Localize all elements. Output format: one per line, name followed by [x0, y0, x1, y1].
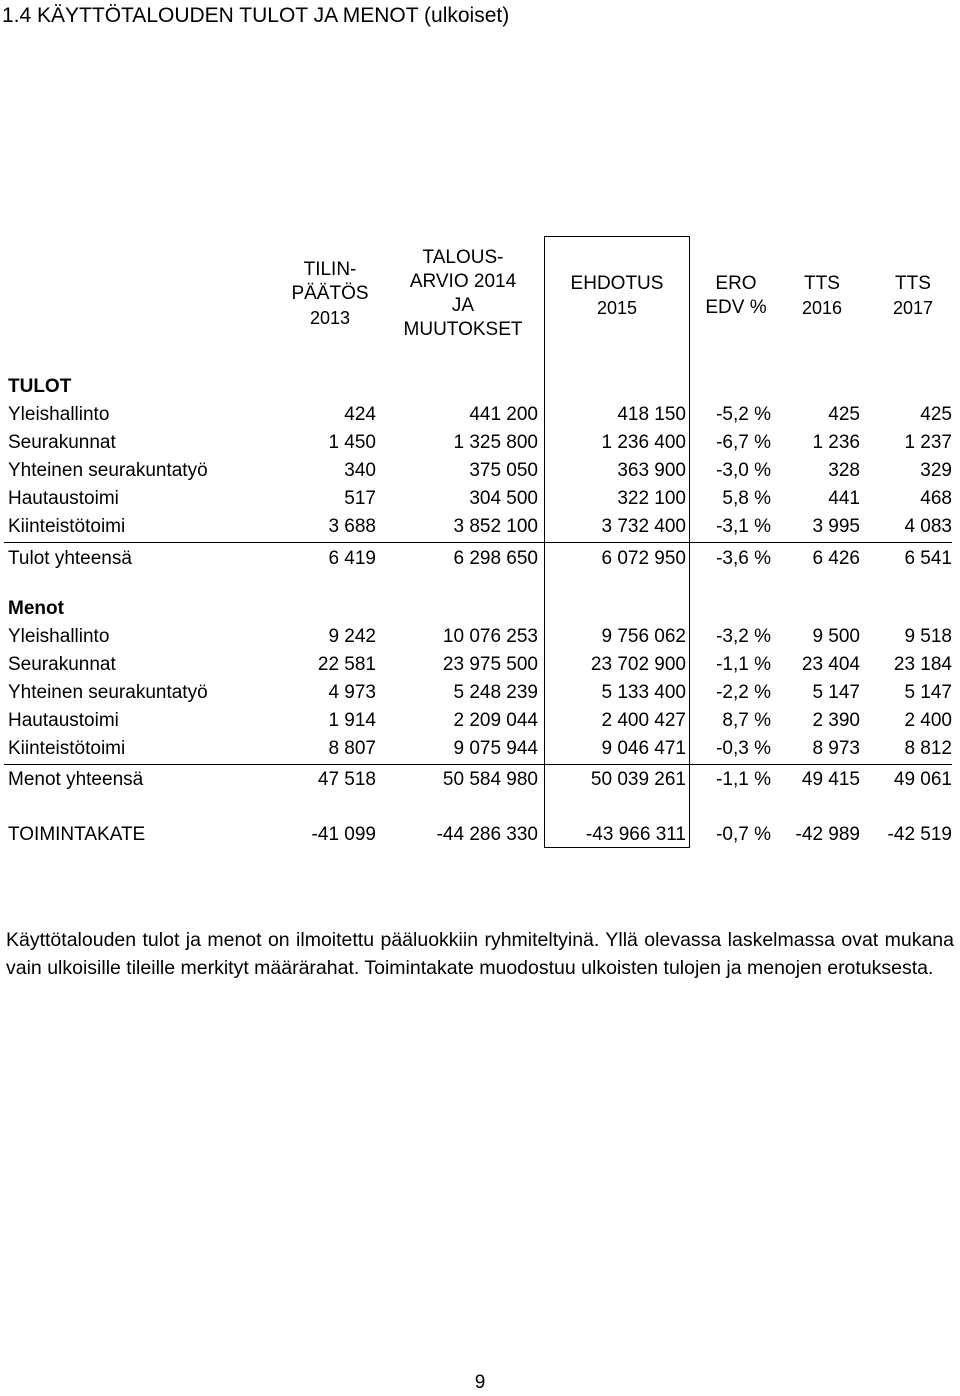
header-line: ERO — [715, 273, 757, 294]
header-talousarvio — [388, 246, 538, 342]
cell: 6 541 — [904, 548, 952, 569]
cell: 5 133 400 — [601, 682, 686, 703]
cell: 1 236 400 — [601, 432, 686, 453]
cell: 4 973 — [328, 682, 376, 703]
header-line: EHDOTUS — [570, 273, 664, 294]
cell: 10 076 253 — [442, 626, 538, 647]
table-row — [0, 736, 960, 762]
cell: -42 519 — [887, 824, 952, 845]
cell: 8 812 — [904, 738, 952, 759]
cell: 9 756 062 — [601, 626, 686, 647]
cell: 9 046 471 — [601, 738, 686, 759]
cell: 418 150 — [617, 404, 686, 425]
cell: 3 688 — [328, 516, 376, 537]
cell: -3,2 % — [716, 626, 771, 647]
section-heading-menot — [0, 596, 960, 622]
table-row — [0, 402, 960, 428]
section-heading: Menot — [8, 598, 64, 619]
row-label: Yhteinen seurakuntatyö — [8, 682, 208, 703]
cell: 9 242 — [328, 626, 376, 647]
cell: -43 966 311 — [585, 824, 686, 845]
row-label: TOIMINTAKATE — [8, 824, 146, 845]
header-line: 2015 — [596, 298, 638, 318]
cell: 1 914 — [328, 710, 376, 731]
cell: 3 732 400 — [601, 516, 686, 537]
header-tts2017 — [870, 272, 956, 320]
cell: 6 419 — [328, 548, 376, 569]
header-line: TTS — [804, 273, 840, 294]
cell: -5,2 % — [716, 404, 771, 425]
cell: 6 298 650 — [453, 548, 538, 569]
cell: -42 989 — [795, 824, 860, 845]
cell: 49 061 — [893, 769, 952, 790]
cell: -3,0 % — [716, 460, 771, 481]
cell: 5 248 239 — [453, 682, 538, 703]
cell: 9 518 — [904, 626, 952, 647]
row-label: Kiinteistötoimi — [8, 516, 126, 537]
section-heading-tulot — [0, 374, 960, 400]
table-row — [0, 430, 960, 456]
cell: 5 147 — [812, 682, 860, 703]
cell: 1 325 800 — [453, 432, 538, 453]
cell: 8 807 — [328, 738, 376, 759]
cell: 9 075 944 — [453, 738, 538, 759]
header-line: TTS — [895, 273, 931, 294]
row-label: Tulot yhteensä — [8, 548, 132, 569]
cell: 23 975 500 — [442, 654, 538, 675]
cell: 6 072 950 — [601, 548, 686, 569]
header-line: EDV % — [705, 297, 767, 318]
header-line: MUUTOKSET — [403, 319, 523, 340]
row-label: Hautaustoimi — [8, 710, 119, 731]
cell: 5,8 % — [722, 488, 771, 509]
cell: -2,2 % — [716, 682, 771, 703]
cell: 22 581 — [317, 654, 376, 675]
table-row — [0, 624, 960, 650]
table-row — [0, 680, 960, 706]
header-line: 2017 — [892, 298, 934, 318]
cell: 322 100 — [617, 488, 686, 509]
header-line: 2016 — [801, 298, 843, 318]
row-label: Hautaustoimi — [8, 488, 119, 509]
header-line: TALOUS- — [422, 247, 504, 268]
cell: 468 — [920, 488, 952, 509]
cell: -1,1 % — [716, 769, 771, 790]
cell: -3,6 % — [716, 548, 771, 569]
table-row — [0, 486, 960, 512]
cell: 23 702 900 — [590, 654, 686, 675]
table-row — [0, 652, 960, 678]
cell: 6 426 — [812, 548, 860, 569]
cell: 329 — [920, 460, 952, 481]
section-heading: TULOT — [8, 376, 72, 397]
cell: 50 039 261 — [590, 769, 686, 790]
cell: -6,7 % — [716, 432, 771, 453]
cell: 1 236 — [812, 432, 860, 453]
cell: 2 400 427 — [601, 710, 686, 731]
header-line: TILIN- — [303, 259, 357, 280]
row-label: Kiinteistötoimi — [8, 738, 126, 759]
cell: 441 200 — [469, 404, 538, 425]
row-label: Menot yhteensä — [8, 769, 144, 790]
table-row — [0, 458, 960, 484]
cell: 328 — [828, 460, 860, 481]
cell: 50 584 980 — [442, 769, 538, 790]
cell: 8 973 — [812, 738, 860, 759]
row-label: Seurakunnat — [8, 432, 116, 453]
cell: 517 — [344, 488, 376, 509]
cell: -0,3 % — [716, 738, 771, 759]
header-ero — [694, 272, 778, 320]
cell: 4 083 — [904, 516, 952, 537]
divider — [4, 542, 952, 543]
header-line: 2013 — [309, 308, 351, 328]
cell: 23 184 — [893, 654, 952, 675]
divider — [4, 764, 952, 765]
table-row — [0, 514, 960, 540]
row-label: Yleishallinto — [8, 626, 110, 647]
cell: 425 — [920, 404, 952, 425]
page-number: 9 — [474, 1372, 486, 1393]
cell: -3,1 % — [716, 516, 771, 537]
header-tilinpaatos — [272, 258, 388, 330]
cell: 340 — [344, 460, 376, 481]
row-label: Yhteinen seurakuntatyö — [8, 460, 208, 481]
cell: -1,1 % — [716, 654, 771, 675]
cell: 1 237 — [904, 432, 952, 453]
cell: 375 050 — [469, 460, 538, 481]
cell: -0,7 % — [716, 824, 771, 845]
cell: 3 852 100 — [453, 516, 538, 537]
explanation-paragraph: Käyttötalouden tulot ja menot on ilmoitettu pääluokkiin ryhmiteltyinä. Yllä olevassa laskelmassa ovat mukana vain ulkoisille tileille merkityt määrärahat. Toimintakate muodostuu ulkoisten tulojen ja menojen erotuksesta. — [6, 929, 954, 979]
cell: 8,7 % — [722, 710, 771, 731]
cell: 304 500 — [469, 488, 538, 509]
page-title: 1.4 KÄYTTÖTALOUDEN TULOT JA MENOT (ulkoiset) — [2, 4, 510, 27]
cell: 2 390 — [812, 710, 860, 731]
cell: 1 450 — [328, 432, 376, 453]
row-label: Seurakunnat — [8, 654, 116, 675]
cell: -41 099 — [311, 824, 376, 845]
cell: 49 415 — [801, 769, 860, 790]
cell: 425 — [828, 404, 860, 425]
table-row — [0, 708, 960, 734]
cell: 9 500 — [812, 626, 860, 647]
cell: 2 209 044 — [453, 710, 538, 731]
cell: 5 147 — [904, 682, 952, 703]
cell: 441 — [828, 488, 860, 509]
cell: 424 — [344, 404, 376, 425]
cell: 3 995 — [812, 516, 860, 537]
header-line: ARVIO 2014 — [409, 271, 517, 292]
table-row-total — [0, 546, 960, 572]
cell: 363 900 — [617, 460, 686, 481]
cell: 2 400 — [904, 710, 952, 731]
header-tts2016 — [780, 272, 864, 320]
cell: -44 286 330 — [436, 824, 538, 845]
header-line: JA — [451, 295, 475, 316]
table-row-total — [0, 767, 960, 793]
divider — [544, 847, 690, 848]
table-row-toimintakate — [0, 822, 960, 848]
cell: 47 518 — [317, 769, 376, 790]
cell: 23 404 — [801, 654, 860, 675]
header-line: PÄÄTÖS — [291, 283, 369, 304]
row-label: Yleishallinto — [8, 404, 110, 425]
